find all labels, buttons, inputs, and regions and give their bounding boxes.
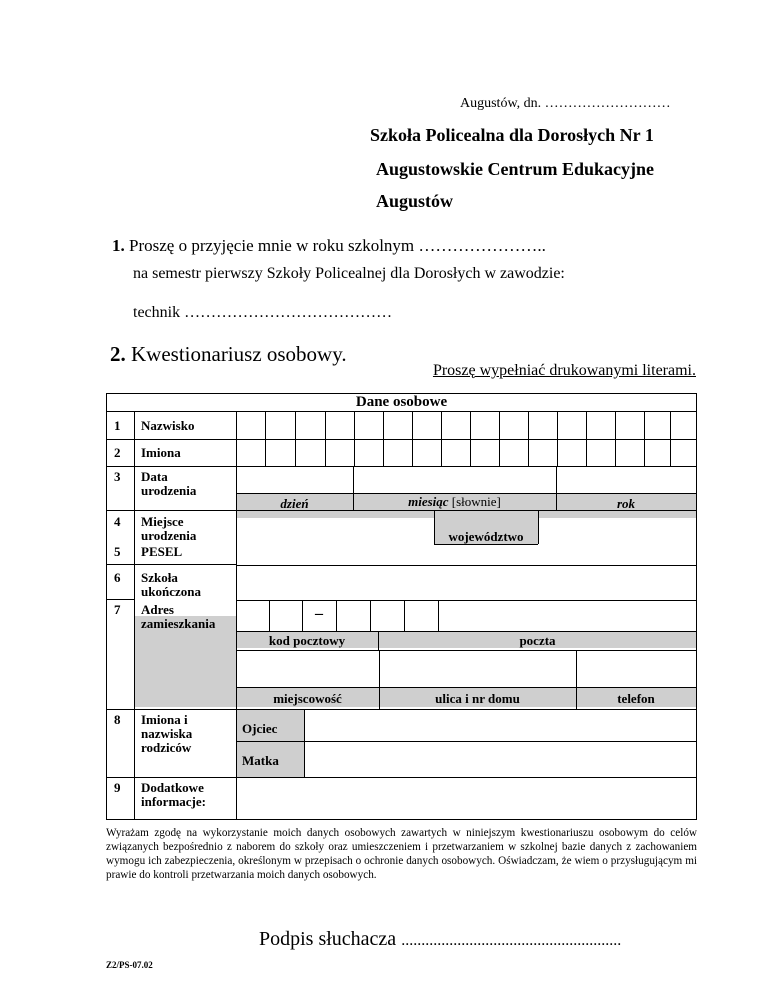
rule bbox=[441, 411, 442, 466]
row-label: Imiona bbox=[141, 445, 181, 460]
row-num: 1 bbox=[114, 418, 121, 433]
rule bbox=[325, 411, 326, 466]
rule bbox=[236, 650, 697, 651]
rule bbox=[106, 599, 134, 600]
rule bbox=[134, 411, 135, 820]
label-mother: Matka bbox=[242, 753, 279, 768]
rule bbox=[528, 411, 529, 466]
caption-town: miejscowość bbox=[273, 691, 342, 706]
date-line: Augustów, dn. ……………………… bbox=[460, 96, 671, 111]
personal-data-table bbox=[106, 393, 697, 820]
rule bbox=[106, 393, 107, 820]
section2-heading bbox=[110, 342, 347, 367]
rule bbox=[265, 411, 266, 466]
caption-month-note: [słownie] bbox=[451, 494, 501, 509]
rule bbox=[438, 600, 439, 631]
school-city: Augustów bbox=[376, 191, 454, 211]
rule bbox=[586, 411, 587, 466]
rule bbox=[670, 411, 671, 466]
fill-hint: Proszę wypełniać drukowanymi literami. bbox=[432, 362, 696, 379]
rule bbox=[236, 741, 697, 742]
rule bbox=[236, 565, 697, 566]
row-label: PESEL bbox=[141, 544, 183, 559]
section1-line2: na semestr pierwszy Szkoły Policealnej dla Dorosłych w zawodzie: bbox=[133, 265, 565, 282]
caption-street: ulica i nr domu bbox=[435, 691, 520, 706]
signature-label: Podpis słuchacza bbox=[259, 928, 397, 950]
rule bbox=[499, 411, 500, 466]
section2-number: 2. bbox=[110, 342, 126, 366]
section1-number: 1. bbox=[112, 236, 125, 255]
section1-line1 bbox=[112, 236, 546, 256]
row-label: Data urodzenia bbox=[141, 469, 197, 498]
rule bbox=[236, 600, 697, 601]
section2-title: Kwestionariusz osobowy. bbox=[131, 342, 347, 366]
rule bbox=[370, 600, 371, 631]
postal-dash: – bbox=[315, 605, 323, 622]
caption-postal-code: kod pocztowy bbox=[268, 633, 346, 648]
rule bbox=[295, 411, 296, 466]
caption-voivodeship: województwo bbox=[448, 529, 524, 544]
row-num: 5 bbox=[114, 544, 121, 559]
rule bbox=[304, 709, 305, 777]
row-label: Dodatkowe informacje: bbox=[141, 780, 206, 809]
row-num: 3 bbox=[114, 469, 121, 484]
row-label: Adres zamieszkania bbox=[141, 602, 216, 631]
rule bbox=[236, 411, 237, 820]
caption-day: dzień bbox=[280, 496, 309, 511]
caption-month bbox=[353, 494, 556, 510]
school-name: Szkoła Policealna dla Dorosłych Nr 1 bbox=[370, 125, 654, 145]
caption-year: rok bbox=[616, 496, 636, 511]
rule bbox=[106, 564, 236, 565]
signature-dots: ....................................................... bbox=[401, 932, 622, 949]
row-num: 7 bbox=[114, 602, 121, 617]
row-num: 2 bbox=[114, 445, 121, 460]
rule bbox=[404, 600, 405, 631]
rule bbox=[236, 631, 697, 632]
row-label: Imiona i nazwiska rodziców bbox=[141, 712, 193, 755]
label-father: Ojciec bbox=[242, 721, 278, 736]
rule bbox=[354, 411, 355, 466]
consent-text: Wyrażam zgodę na wykorzystanie moich danych osobowych zawartych w niniejszym kwestionariuszu osobowym do celów związanych bezpośrednio z naborem do szkoły oraz umieszczeniem i przetwarzaniem w szkolnej bazie danych z zachowaniem wymogu ich zabezpieczenia, określonym w przepisach o ochronie danych osobowych. Oświadczam, że wiem o przysługującym mi prawie do kontroli przetwarzania moich danych osobowych. bbox=[106, 827, 697, 881]
row-label: Szkoła ukończona bbox=[141, 570, 201, 599]
section1-request: Proszę o przyjęcie mnie w roku szkolnym ………………….. bbox=[129, 236, 546, 255]
rule bbox=[557, 411, 558, 466]
signature-line bbox=[259, 928, 621, 951]
caption-month-word: miesiąc bbox=[408, 494, 449, 509]
rule bbox=[470, 411, 471, 466]
rule bbox=[696, 393, 697, 820]
row-num: 8 bbox=[114, 712, 121, 727]
rule bbox=[412, 411, 413, 466]
caption-post-office: poczta bbox=[519, 633, 556, 648]
rule bbox=[106, 439, 697, 440]
rule bbox=[269, 600, 270, 631]
rule bbox=[383, 411, 384, 466]
rule bbox=[538, 510, 539, 544]
school-center: Augustowskie Centrum Edukacyjne bbox=[376, 159, 655, 179]
rule bbox=[106, 411, 697, 412]
row-label: Nazwisko bbox=[141, 418, 195, 433]
rule bbox=[336, 600, 337, 631]
row-num: 6 bbox=[114, 570, 121, 585]
caption-phone: telefon bbox=[617, 691, 655, 706]
rule bbox=[236, 687, 697, 688]
row-label: Miejsce urodzenia bbox=[141, 514, 197, 543]
rule bbox=[106, 709, 697, 710]
rule bbox=[615, 411, 616, 466]
rule bbox=[644, 411, 645, 466]
row-num: 4 bbox=[114, 514, 121, 529]
rule bbox=[106, 819, 697, 820]
rule bbox=[106, 777, 697, 778]
row-num: 9 bbox=[114, 780, 121, 795]
section1-line3: technik ………………………………… bbox=[133, 304, 393, 321]
form-code: Z2/PS-07.02 bbox=[106, 960, 153, 970]
table-title: Dane osobowe bbox=[355, 394, 448, 410]
rule bbox=[106, 466, 697, 467]
